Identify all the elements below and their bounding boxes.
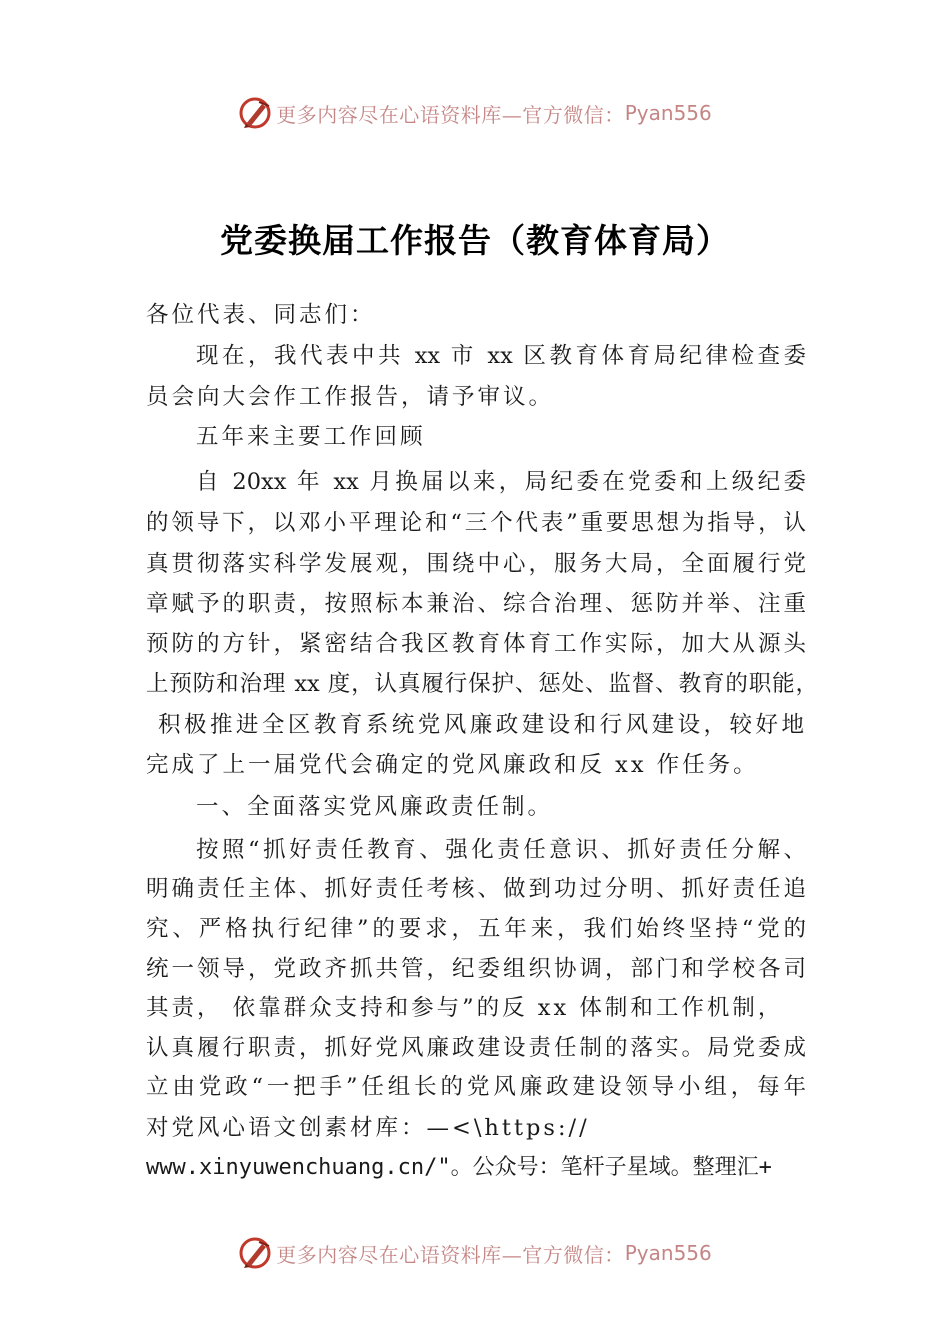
document-title: 党委换届工作报告（教育体育局） xyxy=(220,221,730,260)
body-line: 按照“抓好责任教育、强化责任意识、抓好责任分解、 xyxy=(196,837,806,863)
wechat-id: Pyan556 xyxy=(624,1241,712,1265)
footer-watermark xyxy=(0,1233,950,1273)
body-line: www.xinyuwenchuang.cn/"。公众号：笔杆子星域。整理汇+ xyxy=(146,1155,772,1180)
body-line: 立由党政“一把手”任组长的党风廉政建设领导小组，每年 xyxy=(146,1074,806,1100)
body-line: 预防的方针，紧密结合我区教育体育工作实际，加大从源头 xyxy=(146,631,806,657)
header-watermark xyxy=(0,93,950,133)
pen-logo-icon xyxy=(238,1236,272,1270)
body-line: 上预防和治理 xx 度，认真履行保护、惩处、监督、教育的职能， xyxy=(146,671,818,697)
body-line: 自 20xx 年 xx 月换届以来，局纪委在党委和上级纪委 xyxy=(196,469,806,495)
body-line: 明确责任主体、抓好责任考核、做到功过分明、抓好责任追 xyxy=(146,876,806,902)
body-line: 积极推进全区教育系统党风廉政建设和行风建设，较好地 xyxy=(158,712,804,738)
body-line: 究、严格执行纪律”的要求，五年来，我们始终坚持“党的 xyxy=(146,916,806,942)
body-line: 其责， 依靠群众支持和参与”的反 xx 体制和工作机制， xyxy=(146,995,784,1021)
body-line: 的领导下，以邓小平理论和“三个代表”重要思想为指导，认 xyxy=(146,510,806,536)
pen-logo-icon xyxy=(238,96,272,130)
section-heading: 一、全面落实党风廉政责任制。 xyxy=(196,794,554,820)
section-heading: 五年来主要工作回顾 xyxy=(196,424,426,450)
body-line: 员会向大会作工作报告，请予审议。 xyxy=(146,384,555,410)
body-line: 对党风心语文创素材库：—<\https:// xyxy=(146,1115,590,1141)
body-line: 各位代表、同志们： xyxy=(146,302,376,328)
body-line: 统一领导，党政齐抓共管，纪委组织协调，部门和学校各司 xyxy=(146,956,806,982)
watermark-text: 更多内容尽在心语资料库—官方微信： xyxy=(276,102,625,127)
body-line: 章赋予的职责，按照标本兼治、综合治理、惩防并举、注重 xyxy=(146,591,806,617)
body-line: 认真履行职责，抓好党风廉政建设责任制的落实。局党委成 xyxy=(146,1035,806,1061)
watermark-text: 更多内容尽在心语资料库—官方微信： xyxy=(276,1242,625,1267)
body-line: 完成了上一届党代会确定的党风廉政和反 xx 作任务。 xyxy=(146,752,759,778)
body-line: 现在，我代表中共 xx 市 xx 区教育体育局纪律检查委 xyxy=(196,343,806,369)
wechat-id: Pyan556 xyxy=(624,101,712,125)
body-line: 真贯彻落实科学发展观，围绕中心，服务大局，全面履行党 xyxy=(146,551,806,577)
